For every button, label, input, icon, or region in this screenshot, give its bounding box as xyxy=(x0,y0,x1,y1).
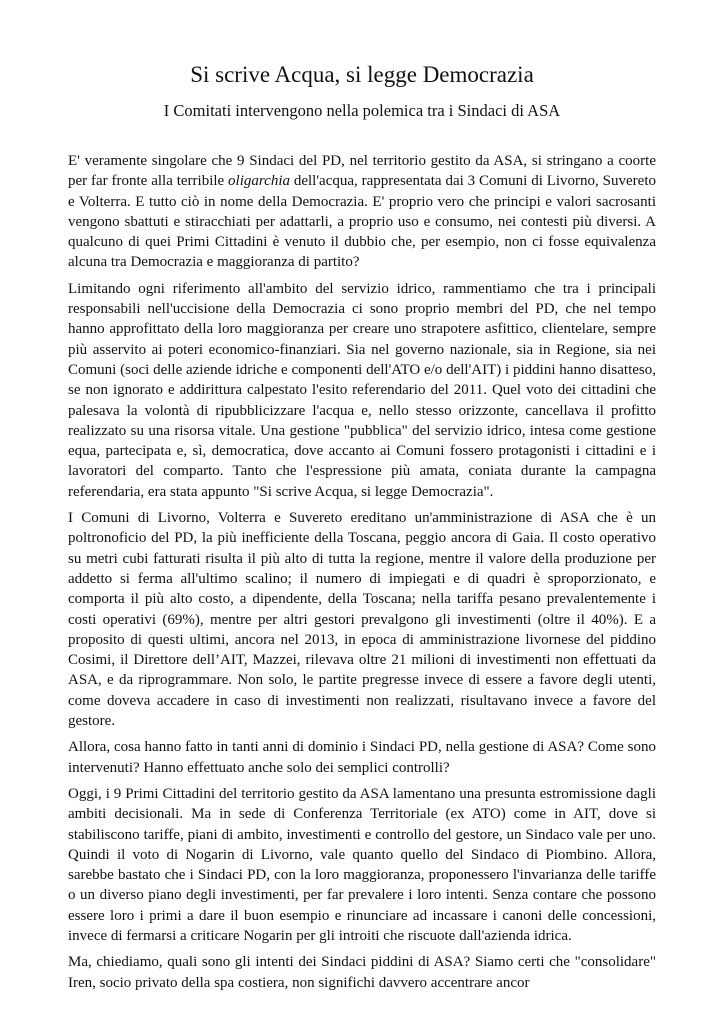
paragraph-1-text-start: E' veramente singolare che 9 Sindaci del PD, nel territorio gestito da ASA, si stringano a coorte per far fronte alla terribile xyxy=(68,153,656,190)
emphasis-oligarchia: oligarchia xyxy=(228,173,290,190)
paragraph-1 xyxy=(68,151,656,273)
paragraph-2: Limitando ogni riferimento all'ambito del servizio idrico, rammentiamo che tra i principali responsabili nell'uccisione della Democrazia ci sono proprio membri del PD, che nel tempo hanno approfittato della loro maggioranza per creare uno strapotere asfittico, clientelare, sempre più asservito ai poteri economico-finanziari. Sia nel governo nazionale, sia in Regione, sia nei Comuni (soci delle aziende idriche e componenti dell'ATO e/o dell'AIT) i piddini hanno disatteso, se non ignorato e addirittura calpestato l'esito referendario del 2011. Quel voto dei cittadini che palesava la volontà di ripubblicizzare l'acqua e, nello stesso orizzonte, cancellava il profitto realizzato su una risorsa vitale. Una gestione "pubblica" del servizio idrico, intesa come gestione equa, partecipata e, sì, democratica, dove accanto ai Comuni fossero protagonisti i cittadini e i lavoratori del comparto. Tanto che l'espressione più amata, coniata durante la campagna referendaria, era stata appunto "Si scrive Acqua, si legge Democrazia". xyxy=(68,280,656,500)
paragraph-4: Allora, cosa hanno fatto in tanti anni di dominio i Sindaci PD, nella gestione di ASA? Come sono intervenuti? Hanno effettuato anche solo dei semplici controlli? xyxy=(68,739,656,776)
paragraph-3: I Comuni di Livorno, Volterra e Suvereto ereditano un'amministrazione di ASA che è un poltronoficio del PD, la più inefficiente della Toscana, peggio ancora di Gaia. Il costo operativo su metri cubi fatturati risulta il più alto di tutta la regione, mentre il valore della produzione per addetto si ferma all'ultimo scalino; il numero di impiegati e di quadri è sproporzionato, e comporta il più alto costo, a dipendente, della Toscana; nella tariffa pesano prevalentemente i costi operativi (69%), mentre per altri gestori prevalgono gli investimenti (oltre il 40%). E a proposito di questi ultimi, ancora nel 2013, in epoca di amministrazione livornese del piddino Cosimi, il Direttore dell’AIT, Mazzei, rilevava oltre 21 milioni di investimenti non effettuati da ASA, e da riprogrammare. Non solo, le partite pregresse invece di essere a favore degli utenti, come doveva accadere in caso di investimenti non realizzati, risultavano invece a favore del gestore. xyxy=(68,510,656,730)
article-body xyxy=(68,151,656,999)
document-title: Si scrive Acqua, si legge Democrazia xyxy=(190,62,534,87)
paragraph-1-text-end: dell'acqua, rappresentata dai 3 Comuni di Livorno, Suvereto e Volterra. E tutto ciò in nome della Democrazia. E' proprio vero che principi e valori sacrosanti vengono sbattuti e stiracchiati per adattarli, a proprio uso e consumo, nei contesti più diversi. A qualcuno di quei Primi Cittadini è venuto il dubbio che, per esempio, non ci fosse equivalenza alcuna tra Democrazia e maggioranza di partito? xyxy=(68,173,656,271)
document-subtitle: I Comitati intervengono nella polemica tra i Sindaci di ASA xyxy=(163,101,561,120)
paragraph-6: Ma, chiediamo, quali sono gli intenti dei Sindaci piddini di ASA? Siamo certi che "consolidare" Iren, socio privato della spa costiera, non significhi davvero accentrare ancor xyxy=(68,954,656,991)
paragraph-5: Oggi, i 9 Primi Cittadini del territorio gestito da ASA lamentano una presunta estromissione dagli ambiti decisionali. Ma in sede di Conferenza Territoriale (ex ATO) come in AIT, dove si stabiliscono tariffe, piani di ambito, investimenti e controllo del gestore, un Sindaco vale per uno. Quindi il voto di Nogarin di Livorno, vale quanto quello del Sindaco di Piombino. Allora, sarebbe bastato che i Sindaci PD, con la loro maggioranza, proponessero l'invarianza delle tariffe o un diverso piano degli investimenti, per far prevalere i loro intenti. Senza contare che possono essere loro i primi a dare il buon esempio e rinunciare ad incassare i canoni delle concessioni, invece di fermarsi a criticare Nogarin per gli introiti che riscuote dall'azienda idrica. xyxy=(68,785,656,944)
